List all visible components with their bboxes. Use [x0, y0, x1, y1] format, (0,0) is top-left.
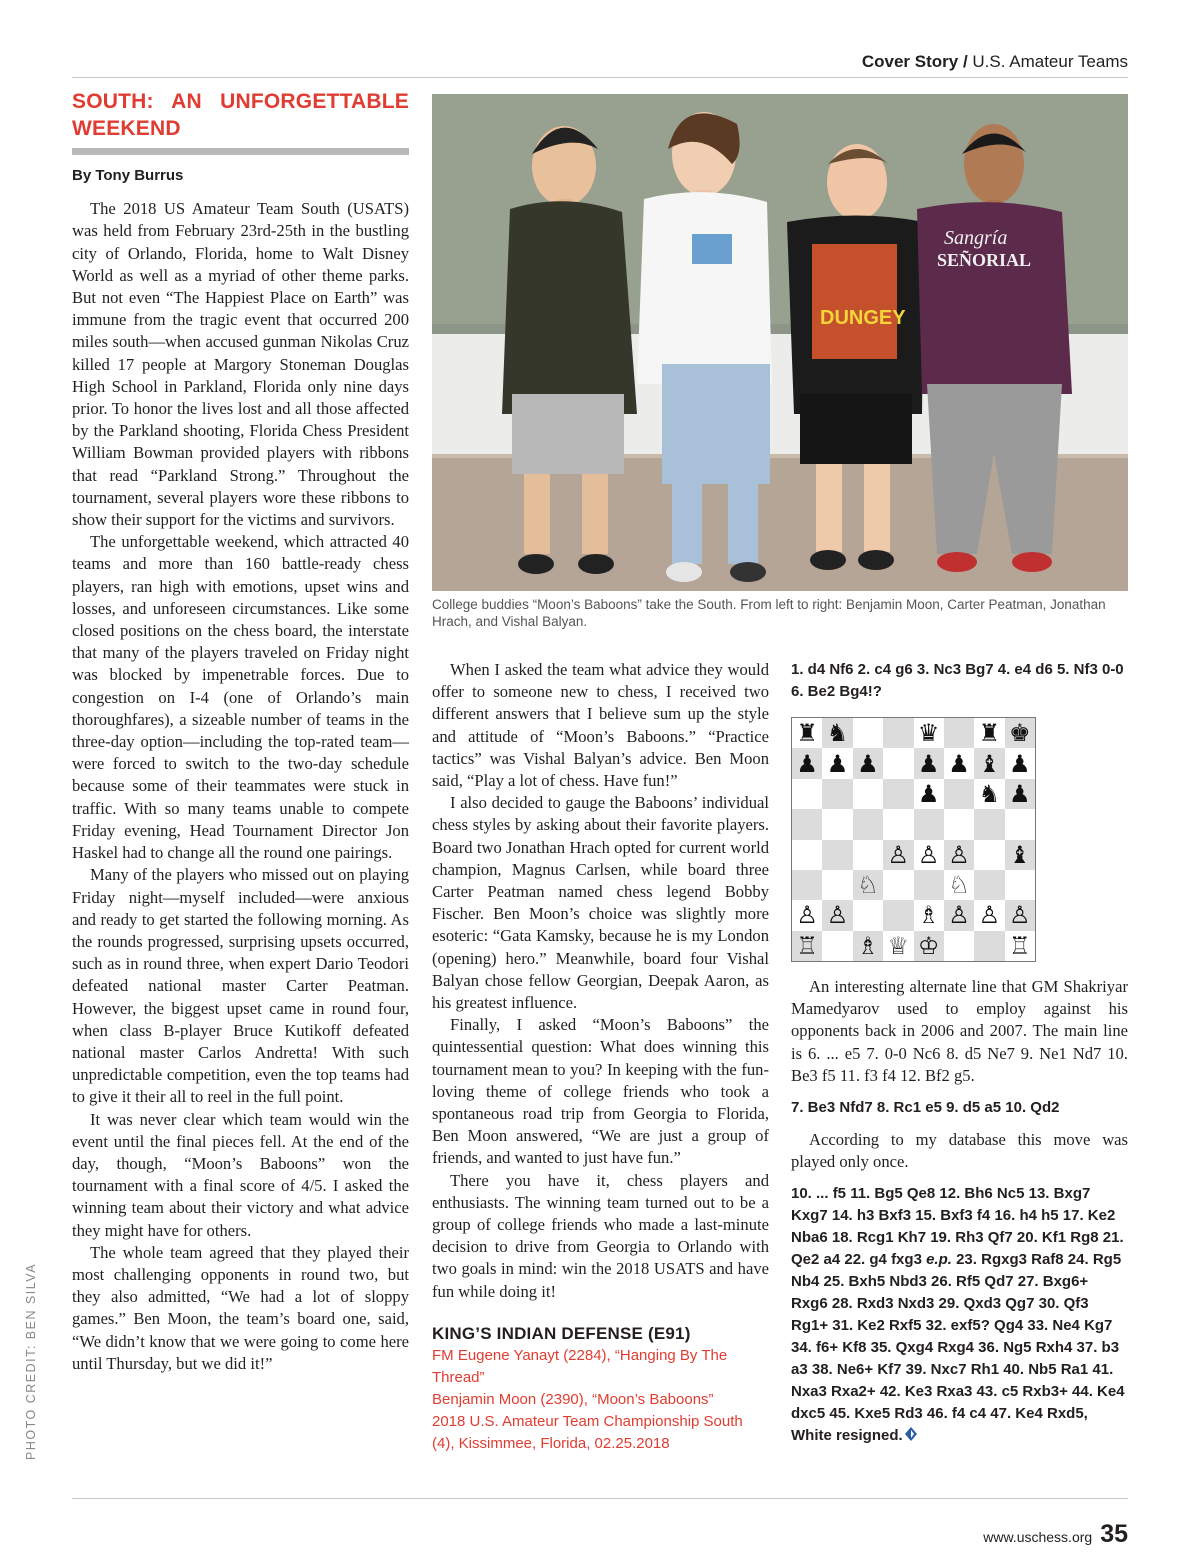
moves-text: 23. Rgxg3 Raf8 24. Rg5 Nb4 25. Bxh5 Nbd3 26. Rf5 Qd7 27. Bxg6+ Rxg6 28. Rxd3 Nxd3 29. Qxd3 Qg7 30. Qf3 Rg1+ 31. Ke2 Rxf5 32. exf5? Qg4 33. Ne4 Kg7 34. f6+ Kf8 35. Qxg4 Rxg4 36. Ng5 Rxh4 37. b3 a3 38. Ne6+ Kf7 39. Nxc7 Rh1 40. Nb5 Ra1 41. Nxa3 Rxa2+ 42. Ke3 Rxa3 43. c5 Rxb3+ 44. Ke4 dxc5 45. Kxe5 Rd3 46. f4 c4 47. Ke4 Rxd5, White resigned.: [791, 1251, 1125, 1445]
chess-piece: ♞: [826, 719, 849, 748]
board-square: [974, 809, 1004, 839]
chess-piece: ♘: [948, 871, 970, 900]
chess-piece: ♕: [887, 931, 910, 960]
paragraph: I also decided to gauge the Baboons’ individual chess styles by asking about their favorite players. Board two Jonathan Hrach opted for current world champion, Magnus Carlsen, while board three Carter Peatman named chess legend Bobby Fischer. Ben Moon’s choice was slightly more esoteric: “Gata Kamsky, because he is my London (opening) hero.” Meanwhile, board four Vishal Balyan chose fellow Georgian, Deepak Aaron, as his greatest influence.: [432, 793, 769, 1013]
page-footer: [983, 1520, 1128, 1549]
board-square: [792, 900, 822, 930]
board-square: [883, 718, 913, 748]
chess-piece: ♙: [978, 901, 1001, 930]
board-square: [853, 809, 883, 839]
chess-piece: ♗: [857, 931, 879, 960]
board-square: [1005, 809, 1035, 839]
board-square: [944, 870, 974, 900]
chess-piece: ♟: [948, 749, 970, 778]
team-photo: [432, 94, 1128, 591]
board-square: [1005, 900, 1035, 930]
moves-en-passant: e.p.: [926, 1251, 952, 1269]
board-square: [853, 931, 883, 961]
board-square: [853, 870, 883, 900]
shirt-print: SEÑORIAL: [937, 250, 1032, 270]
section-separator: /: [962, 52, 968, 71]
board-square: [792, 870, 822, 900]
chess-piece: ♟: [1009, 749, 1031, 778]
game-white-player: FM Eugene Yanayt (2284), “Hanging By The Thread”: [432, 1347, 728, 1387]
board-square: [944, 931, 974, 961]
board-square: [853, 779, 883, 809]
board-square: [944, 809, 974, 839]
chess-piece: ♖: [796, 931, 818, 960]
board-square: [883, 870, 913, 900]
paragraph: Finally, I asked “Moon’s Baboons” the quintessential question: What does winning this tournament mean to you? In keeping with the fun-loving theme of college friends who took a spontaneous road trip from Georgia to Florida, Ben Moon answered, “We are just a group of friends, and wanted to just have fun.”: [432, 1015, 769, 1168]
photo-credit: PHOTO CREDIT: BEN SILVA: [24, 1262, 38, 1460]
chess-piece: ♟: [1009, 779, 1031, 808]
board-square: [944, 840, 974, 870]
board-square: [822, 870, 852, 900]
board-square: [944, 748, 974, 778]
chess-piece: ♙: [826, 901, 849, 930]
footer-url: www.uschess.org: [983, 1529, 1093, 1545]
chess-piece: ♟: [796, 749, 818, 778]
board-square: [853, 900, 883, 930]
board-square: [822, 931, 852, 961]
board-square: [914, 900, 944, 930]
paragraph: It was never clear which team would win the event until the final pieces fell. At the end of the day, though, “Moon’s Baboons” won the tournament with a final score of 4/5. I asked the winning team about their victory and what advice they might have for others.: [72, 1109, 409, 1240]
paragraph: There you have it, chess players and enthusiasts. The winning team turned out to be a group of college friends who made a last-minute decision to drive from Georgia to Orlando with two goals in mind: win the 2018 USATS and have fun while doing it!: [432, 1170, 769, 1301]
board-square: [822, 840, 852, 870]
photo-caption: College buddies “Moon’s Baboons” take the South. From left to right: Benjamin Moon, Carter Peatman, Jonathan Hrach, and Vishal Balyan.: [432, 597, 1106, 629]
board-square: [822, 718, 852, 748]
topic-label: U.S. Amateur Teams: [972, 52, 1128, 71]
moves-text: 10. ... f5 11. Bg5 Qe8 12. Bh6 Nc5 13. Bxg7 Kxg7 14. h3 Bxf3 15. Bxf3 f4 16. h4 h5 17. Ke2 Nba6 18. Rcg1 Kh7 19. Rh3 Qf7 20. Kf1 Rg8 21. Qe2 a4 22. g4 fxg3: [791, 1185, 1124, 1269]
annotation: According to my database this move was played only once.: [791, 1130, 1128, 1172]
board-square: [1005, 779, 1035, 809]
board-square: [914, 718, 944, 748]
chess-piece: ♙: [948, 840, 970, 869]
paragraph: When I asked the team what advice they would offer to someone new to chess, I received two different answers that I believe sum up the style and attitude of “Moon’s Baboons.” “Practice tactics” was Vishal Balyan’s advice. Ben Moon said, “Play a lot of chess. Have fun!”: [432, 660, 769, 791]
chess-piece: ♙: [796, 901, 818, 930]
article-column-3: [791, 659, 1128, 1447]
board-square: [974, 718, 1004, 748]
article-column-1: [72, 88, 409, 1375]
game-moves: 7. Be3 Nfd7 8. Rc1 e5 9. d5 a5 10. Qd2: [791, 1099, 1060, 1117]
chess-piece: ♛: [917, 719, 940, 748]
game-event: 2018 U.S. Amateur Team Championship South (4), Kissimmee, Florida, 02.25.2018: [432, 1413, 743, 1453]
chess-piece: ♟: [917, 779, 940, 808]
board-square: [1005, 870, 1035, 900]
chess-piece: ♖: [1009, 931, 1031, 960]
chess-piece: ♙: [948, 901, 970, 930]
chess-piece: ♙: [917, 840, 940, 869]
chess-piece: ♝: [1009, 840, 1031, 869]
board-square: [792, 931, 822, 961]
shirt-print: Sangría: [944, 227, 1008, 249]
board-square: [914, 779, 944, 809]
section-label: Cover Story: [861, 52, 959, 71]
board-square: [883, 931, 913, 961]
paragraph: Many of the players who missed out on playing Friday night—myself included—were anxious and ready to get started the following morning. As the rounds progressed, surprising upsets occurred, such as in round three, when expert Dario Teodori defeated national master Carter Peatman. However, the biggest upset came in round four, when class B-player Bruce Kutikoff defeated national master Carlos Andretta! With such unpredictable competition, even the top teams had to give it their all to reel in the full point.: [72, 865, 409, 1107]
chess-piece: ♚: [1009, 719, 1031, 748]
board-square: [792, 779, 822, 809]
chess-piece: ♟: [857, 749, 879, 778]
board-square: [792, 840, 822, 870]
board-square: [822, 779, 852, 809]
board-square: [974, 870, 1004, 900]
paragraph: The unforgettable weekend, which attracted 40 teams and more than 160 battle-ready chess players, ran high with emotions, upset wins and losses, and unforeseen circumstances. Like some closed positions on the chess board, the interstate that many of the players traveled on Friday night was blocked by impenetrable forces. Due to congestion on I-4 (one of Orlando’s main thoroughfares), a sizeable number of teams in the three-day option—including the top-rated team—were forced to switch to the two-day schedule because some of their teammates were stuck in traffic. With so many teams unable to compete Friday evening, Head Tournament Director Jon Haskel had to change all the round one pairings.: [72, 532, 409, 863]
footer-divider: [72, 1498, 1128, 1499]
board-square: [822, 748, 852, 778]
page-number: 35: [1100, 1520, 1128, 1548]
running-header: [72, 52, 1128, 78]
board-square: [853, 748, 883, 778]
shirt-print: DUNGEY: [820, 307, 906, 329]
board-square: [1005, 931, 1035, 961]
board-square: [974, 779, 1004, 809]
chess-piece: ♜: [796, 719, 818, 748]
board-square: [853, 718, 883, 748]
board-square: [914, 809, 944, 839]
game-moves-final: [791, 1183, 1128, 1447]
board-square: [792, 748, 822, 778]
board-square: [853, 840, 883, 870]
chess-piece: ♙: [1009, 901, 1031, 930]
chess-piece: ♟: [826, 749, 849, 778]
board-square: [914, 748, 944, 778]
chess-piece: ♔: [917, 931, 940, 960]
board-square: [883, 748, 913, 778]
board-square: [914, 840, 944, 870]
board-square: [883, 779, 913, 809]
board-square: [883, 809, 913, 839]
board-square: [914, 931, 944, 961]
article-byline: By Tony Burrus: [72, 167, 184, 184]
board-square: [974, 840, 1004, 870]
chess-piece: ♞: [978, 779, 1001, 808]
board-square: [883, 900, 913, 930]
chess-piece: ♙: [887, 840, 910, 869]
chess-piece: ♗: [917, 901, 940, 930]
paragraph: The whole team agreed that they played their most challenging opponents in round two, but they also admitted, “We had a lot of sloppy games.” Ben Moon, the team’s board one, said, “We didn’t know that we were going to come here until Thursday, but we did it!”: [72, 1242, 409, 1373]
board-square: [822, 900, 852, 930]
chess-piece: ♟: [917, 749, 940, 778]
board-square: [792, 809, 822, 839]
board-square: [974, 931, 1004, 961]
board-square: [944, 900, 974, 930]
chess-piece: ♘: [857, 871, 879, 900]
chess-diagram: [791, 717, 1036, 962]
annotation: An interesting alternate line that GM Shakriyar Mamedyarov used to employ against his opponents back in 2006 and 2007. The main line is 6. ... e5 7. 0-0 Nc6 8. d5 Ne7 9. Ne1 Nd7 10. Be3 f5 11. f3 f4 12. Bf2 g5.: [791, 977, 1128, 1085]
article-headline: SOUTH: AN UNFORGETTABLE WEEKEND: [72, 90, 409, 140]
header-divider: [72, 77, 1128, 78]
board-square: [822, 809, 852, 839]
board-square: [792, 718, 822, 748]
board-square: [1005, 840, 1035, 870]
game-moves: 1. d4 Nf6 2. c4 g6 3. Nc3 Bg7 4. e4 d6 5. Nf3 0-0 6. Be2 Bg4!?: [791, 661, 1124, 700]
chess-piece: ♝: [978, 749, 1001, 778]
headline-divider: [72, 148, 409, 155]
paragraph: The 2018 US Amateur Team South (USATS) was held from February 23rd-25th in the bustling city of Orlando, Florida, home to Walt Disney World as well as a myriad of other theme parks. But not even “The Happiest Place on Earth” was immune from the tragic event that occurred 200 miles south—when accused gunman Nikolas Cruz killed 17 people at Margory Stoneman Douglas High School in Parkland, Florida only nine days prior. To honor the lives lost and all those affected by the Parkland shooting, Florida Chess President William Bowman provided players with ribbons that read “Parkland Strong.” Throughout the tournament, several players wore these ribbons to show their support for the victims and survivors.: [72, 199, 409, 530]
board-square: [1005, 718, 1035, 748]
board-square: [914, 870, 944, 900]
board-square: [974, 900, 1004, 930]
board-square: [883, 840, 913, 870]
chess-piece: ♜: [978, 719, 1001, 748]
uschess-logo-icon: [905, 1427, 917, 1441]
game-black-player: Benjamin Moon (2390), “Moon’s Baboons”: [432, 1391, 714, 1409]
game-title: KING’S INDIAN DEFENSE (E91): [432, 1323, 691, 1343]
board-square: [944, 718, 974, 748]
board-square: [1005, 748, 1035, 778]
board-square: [944, 779, 974, 809]
board-square: [974, 748, 1004, 778]
article-column-2: [432, 659, 769, 1455]
